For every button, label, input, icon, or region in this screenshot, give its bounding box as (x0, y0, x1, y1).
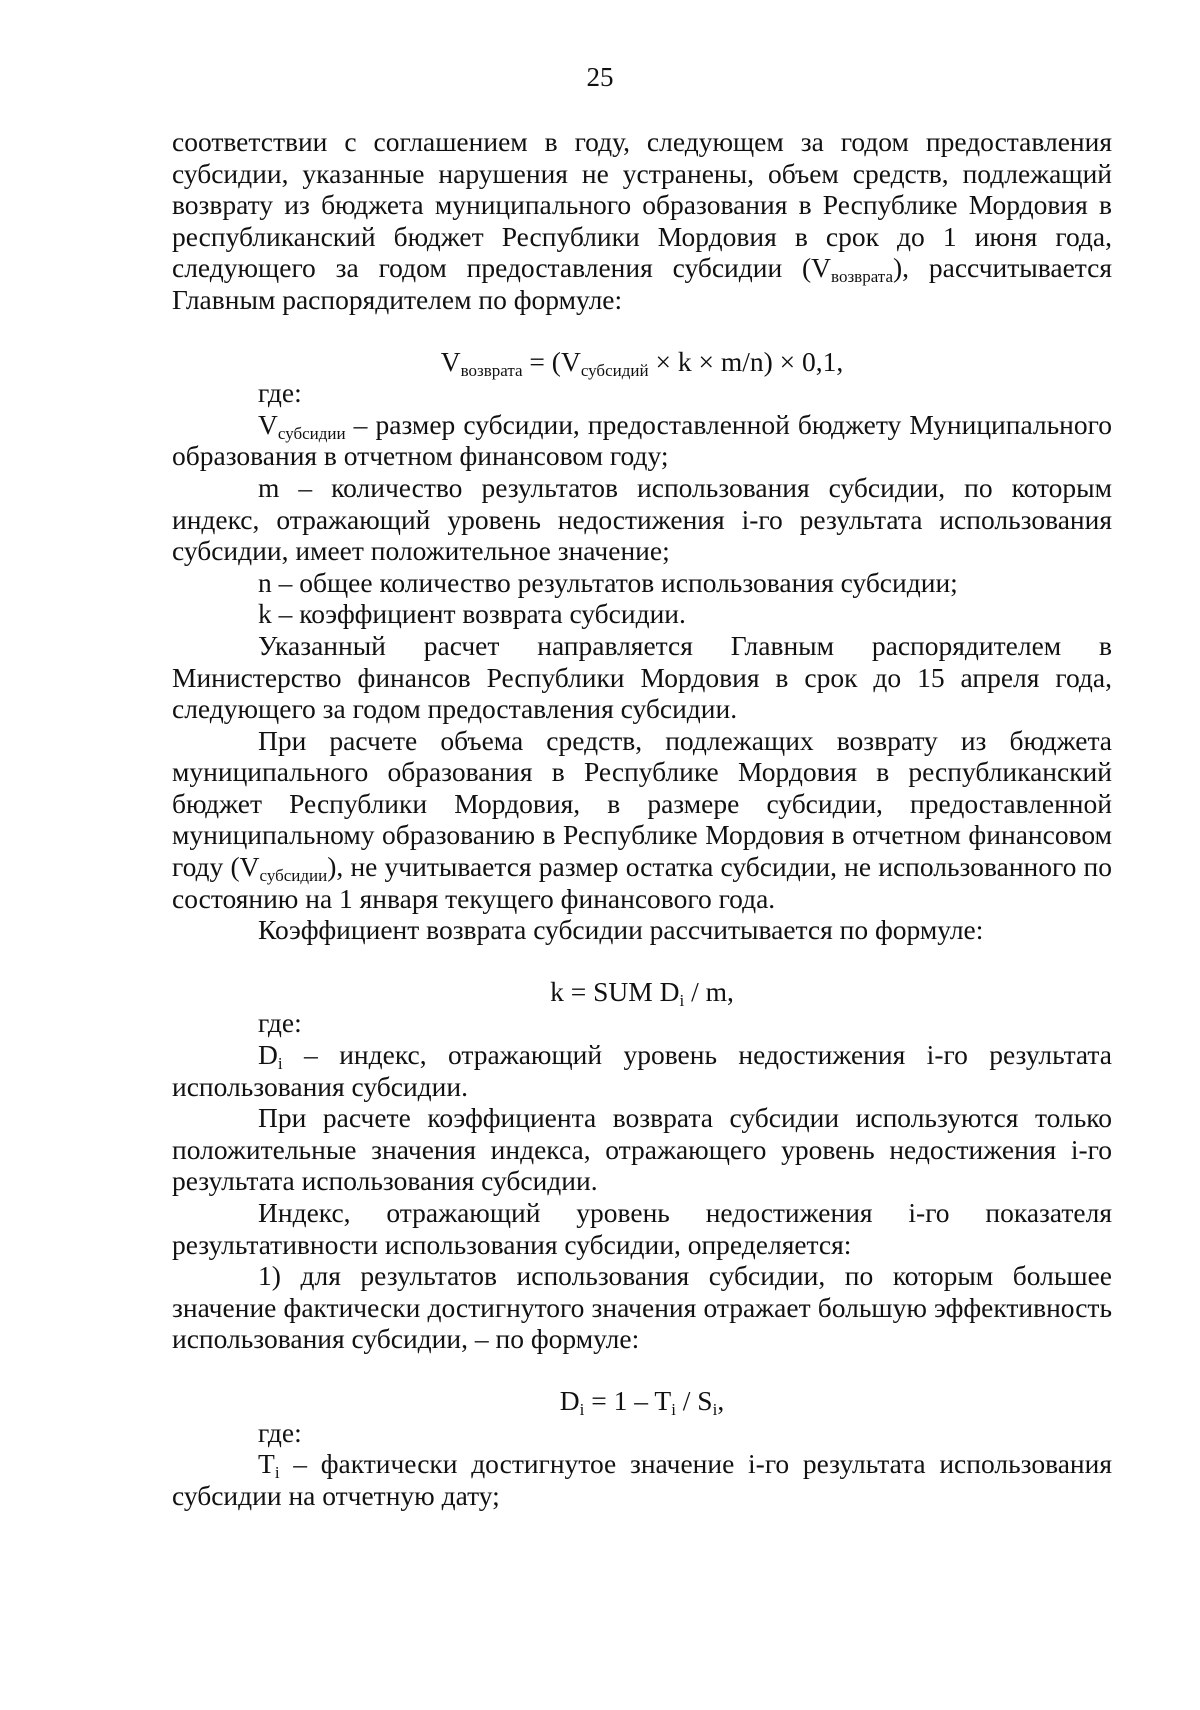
text: – размер субсидии, предоставленной бюджету Муниципального образования в отчетном финансовом году; (172, 408, 1112, 472)
where-label: где: (258, 1007, 302, 1039)
subscript: i (579, 1399, 585, 1419)
symbol: T (258, 1448, 275, 1480)
paragraph-coefficient: Коэффициент возврата субсидии рассчитывается по формуле: (258, 914, 984, 946)
text: – индекс, отражающий уровень недостижения i-го результата использования субсидии. (172, 1039, 1112, 1102)
formula-part: V (440, 345, 461, 377)
text: ), не учитывается размер остатка субсидии, не использованного по состоянию на 1 января текущего финансового года. (172, 851, 1113, 914)
subscript: субсидии (277, 423, 346, 443)
symbol: D (258, 1039, 278, 1071)
subscript: возврата (831, 267, 893, 287)
formula-part: / m, (684, 975, 734, 1007)
where-label: где: (258, 377, 302, 409)
where-label: где: (258, 1416, 302, 1448)
text: При расчете объема средств, подлежащих возврату из бюджета муниципального образования в Республике Мордовия в республиканский бюджет Республики Мордовия, в размере субсидии, предоставленной муниципальному образованию в Республике Мордовия в отчетном финансовом году (V (172, 724, 1112, 883)
subscript: i (671, 1399, 676, 1419)
paragraph-calculation-sent: Указанный расчет направляется Главным распорядителем в Министерство финансов Республики Мордовия в срок до 15 апреля года, следующего за годом предоставления субсидии. (172, 629, 1112, 725)
formula-coefficient (172, 976, 1112, 1008)
text: соответствии с соглашением в году, следующем за годом предоставления субсидии, указанные нарушения не устранены, объем средств, подлежащий возврату из бюджета муниципального образования в Республике Мордовия в республиканский бюджет Республики Мордовия в срок до 1 июня года, следующего за годом предоставления субсидии (V (172, 126, 1112, 284)
subscript: i (277, 1054, 283, 1074)
formula-part: / S (675, 1384, 713, 1416)
paragraph-continuation (172, 126, 1112, 316)
subscript: возврата (460, 360, 523, 380)
subscript: i (679, 990, 685, 1010)
definition-d (172, 1039, 1112, 1102)
formula-part: × k × m/n) × 0,1, (648, 345, 844, 377)
formula-part: , (717, 1384, 725, 1416)
subscript: i (274, 1463, 280, 1483)
definition-n: n – общее количество результатов использования субсидии; (258, 566, 958, 598)
subscript: i (712, 1399, 718, 1419)
definition-v-subsidy (172, 409, 1112, 472)
paragraph-positive-values: При расчете коэффициента возврата субсидии используются только положительные значения индекса, отражающего уровень недостижения i-го результата использования субсидии. (172, 1102, 1112, 1197)
formula-part: D (559, 1384, 580, 1416)
subscript: субсидий (580, 360, 649, 380)
document-body (172, 126, 1112, 1511)
paragraph-calculation-rule (172, 725, 1112, 915)
symbol: V (258, 408, 278, 440)
page-number: 25 (586, 62, 614, 92)
definition-m: m – количество результатов использования субсидии, по которым индекс, отражающий уровень недостижения i-го результата использования субсидии, имеет положительное значение; (172, 471, 1112, 567)
text: – фактически достигнутое значение i-го результата использования субсидии на отчетную дату; (172, 1448, 1112, 1511)
text: ), рассчитывается Главным распорядителем по формуле: (172, 252, 1112, 315)
definition-k: k – коэффициент возврата субсидии. (258, 598, 686, 630)
paragraph-index-definition: Индекс, отражающий уровень недостижения i-го показателя результативности использования субсидии, определяется: (172, 1197, 1112, 1260)
formula-part: = (V (522, 345, 581, 377)
formula-part: = 1 – T (584, 1384, 672, 1416)
formula-part: k = SUM D (550, 975, 680, 1007)
subscript: субсидии (259, 866, 328, 886)
paragraph-item-1: 1) для результатов использования субсидии, по которым большее значение фактически достигнутого значения отражает большую эффективность использования субсидии, – по формуле: (172, 1260, 1112, 1355)
definition-t (172, 1448, 1112, 1511)
formula-index (172, 1385, 1112, 1417)
formula-return-volume (172, 346, 1112, 378)
